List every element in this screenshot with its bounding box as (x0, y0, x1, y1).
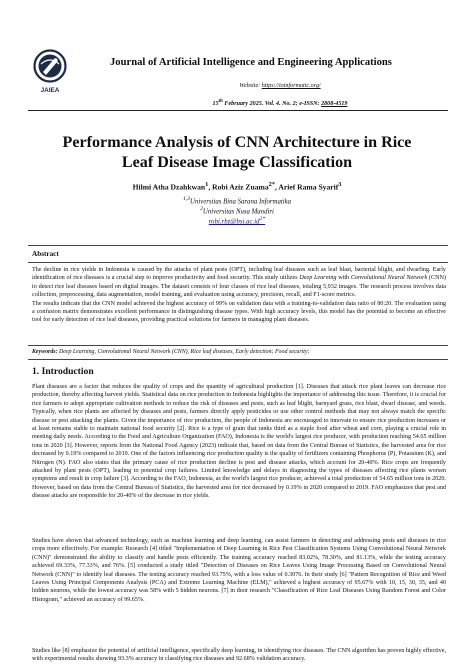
keywords-top-divider (28, 345, 448, 346)
logo-text: JAIEA (40, 87, 60, 94)
section-heading-introduction: 1. Introduction (32, 366, 94, 377)
keywords-label: Keywords: (32, 349, 59, 355)
affiliation-name: Universitas Nusa Mandiri (202, 208, 274, 216)
paragraph-text: Studies have shown that advanced technology, such as machine learning and deep learning, can assist farmers in detecting and addressing pests and diseases in rice crops more effectively. For example: Research [4] titled "Implementation of Deep Learning in Rice Pest Classification Systems Using Convolutional Neural Network (CNN)" demonstrated the ability to classify and handle pests efficiently. The training accuracy reached 83.02%, 78.30%, and 81.13%, while the testing accuracy achieved 69.33%, 77.33%, and 76%. [5] conducted a study titled "Detection of Diseases on Rice Leaves Using Image Processing Based on Convolutional Neural Network (CNN)" to identify leaf diseases. The testing accuracy reached 93.75%, with a loss value of 0.3076. In their study [6] "Pattern Recognition of Rice and Weed Leaves Using Principal Components Analysis (PCA) and Extreme Learning Machine (ELM)," achieved a highest accuracy of 95.67% with 10, 15, 30, 35, and 40 hidden neurons, while the lowest accuracy was 58% with 5 hidden neurons. [7] in their research "Classification of Rice Leaf Diseases Using Random Forest and Color Histogram," achieved an accuracy of 99.65%. (32, 538, 446, 603)
issue-date-day: 15 (212, 101, 219, 108)
author-list (40, 181, 434, 192)
abstract-emphasis: Deep Learning (299, 275, 337, 282)
journal-title: Journal of Artificial Intelligence and Engineering Applications (110, 57, 392, 68)
affiliation-marker: 2 (200, 206, 203, 212)
abstract-text-run: with (336, 275, 351, 282)
issue-date-suffix: th (218, 98, 223, 104)
email-link[interactable]: robi.rbz@bsi.ac.id (208, 218, 260, 226)
affiliation-marker: 1,3 (182, 196, 191, 202)
issue-info (110, 98, 450, 107)
introduction-paragraph-3 (32, 647, 446, 664)
introduction-paragraph-2 (32, 537, 446, 604)
journal-logo-icon (30, 48, 70, 94)
author-marker: 2* (268, 181, 275, 188)
author-marker: 1 (205, 181, 209, 188)
author-marker: 3 (338, 181, 342, 188)
author-separator: , (208, 182, 213, 192)
affiliation-name: Universitas Bina Sarana Informatika (190, 198, 292, 206)
keywords-text: Deep Learning, Convolutional Neural Network (CNN), Rice leaf diseases, Early detection; Food security; (59, 349, 310, 355)
journal-website (110, 83, 450, 89)
abstract-body (32, 266, 446, 325)
abstract-text-run: The decline in rice yields in Indonesia is caused by the attacks of plant pests (OPT), including leaf diseases such as leaf blast, bacterial blight, and dwarfing. Early identification of rice diseases is a crucial step to improve productivity and food security. This study utilizes (32, 267, 446, 282)
introduction-paragraph-1 (32, 383, 446, 501)
abstract-heading-divider (28, 262, 448, 263)
paragraph-text: Studies like [8] emphasize the potential of artificial intelligence, specifically deep learning, in identifying rice diseases. The CNN algorithm has proven highly effective, with experimental results showing 93.3% accuracy in classifying rice diseases and 92.68% validation accuracy. (32, 648, 446, 663)
abstract-text-run: (CNN) to detect rice leaf diseases based on digital images. The dataset consists of four classes of rice leaf diseases, totaling 5,932 images. The research process involves data collection, preprocessing, data augmentation, model training, and evaluation using accuracy, precision, recall, and F1-score metrics. (32, 275, 446, 299)
abstract-heading: Abstract (32, 250, 59, 258)
website-link[interactable]: https://ioinformatic.org/ (261, 83, 321, 89)
author-name: Hilmi Atha Dzahkwan (132, 182, 206, 192)
abstract-paragraph-1 (32, 266, 446, 300)
abstract-paragraph-2: The results indicate that the CNN model achieved the highest accuracy of 99% on validation data with a training-to-validation data ratio of 80:20. The evaluation using a confusion matrix demonstrates excellent performance in distinguishing disease types. With high accuracy levels, this model has the potential to become an effective tool for early detection of rice leaf diseases, providing practical solutions for farmers in managing plant diseases. (32, 300, 446, 324)
email-marker: 2* (259, 216, 266, 222)
header-divider (28, 110, 448, 111)
paper-title: Performance Analysis of CNN Architecture in Rice Leaf Disease Image Classification (62, 134, 412, 171)
author-name: Arief Rama Syarif (278, 182, 339, 192)
keywords (32, 348, 446, 356)
abstract-emphasis: Convolutional Neural Network (350, 275, 428, 282)
issn-link[interactable]: 2808-4519 (321, 101, 348, 108)
issue-details: February 2025. Vol. 4. No. 2; e-ISSN: (222, 101, 322, 108)
website-label: Website: (239, 83, 262, 89)
author-separator: , (274, 182, 279, 192)
author-name: Robi Aziz Zuama (212, 182, 269, 192)
keywords-bottom-divider (28, 359, 448, 360)
corresponding-email[interactable] (40, 215, 434, 227)
abstract-top-divider (28, 245, 448, 246)
paragraph-text: Plant diseases are a factor that reduces the quality of crops and the quantity of agricultural production [1]. Diseases that attack rice plant leaves can decrease rice production, thereby affecting harvest yields. Statistical data on rice production in Indonesia highlights the importance of addressing this issue. Therefore, it is crucial for rice farmers to adopt appropriate cultivation methods to reduce the risk of diseases and pests, such as leaf blight, barnyard grass, rice blast, dwarf disease, and weeds. Typically, when rice plants are affected by diseases and pests, farmers directly apply pesticides or use other control methods that may not always match the specific disease or pest attacking the plants. Given the importance of rice production, the people of Indonesia are encouraged to innovate to ensure rice production increases or at least remains stable to maintain national food security [2]. Rice is a type of grain that ranks third as a staple food after wheat and corn, playing a crucial role in meeting daily needs. According to the Food and Agriculture Organization (FAO), Indonesia is the world's largest rice producer, with production reaching 54.65 million tons in 2020 [3]. However, reports from the National Food Agency (2023) indicate that, based on data from the Central Bureau of Statistics, the harvested area for rice decreased by 0.19% compared to 2019. One of the factors influencing rice production quality is the quality of fertilizers containing Phosphorus (P), Potassium (K), and Nitrogen (N). FAO also states that the primary cause of rice production decline is pest and disease attacks, which account for 20-40%. Rice crops are frequently attacked by plant pests (OPT), leading to potential crop failures. Limited knowledge and delays in diagnosing the types of diseases affecting rice plants worsen symptoms and result in crop failure [3]. According to the FAO, Indonesia, as the world's largest rice producer, achieved a total production of 54.65 million tons in 2020. However, based on data from the Central Bureau of Statistics, the harvested area for rice decreased by 0.19% in 2020 compared to 2019. FAO emphasizes that pest and disease attacks are responsible for 20-40% of the decrease in rice yields. (32, 384, 446, 500)
